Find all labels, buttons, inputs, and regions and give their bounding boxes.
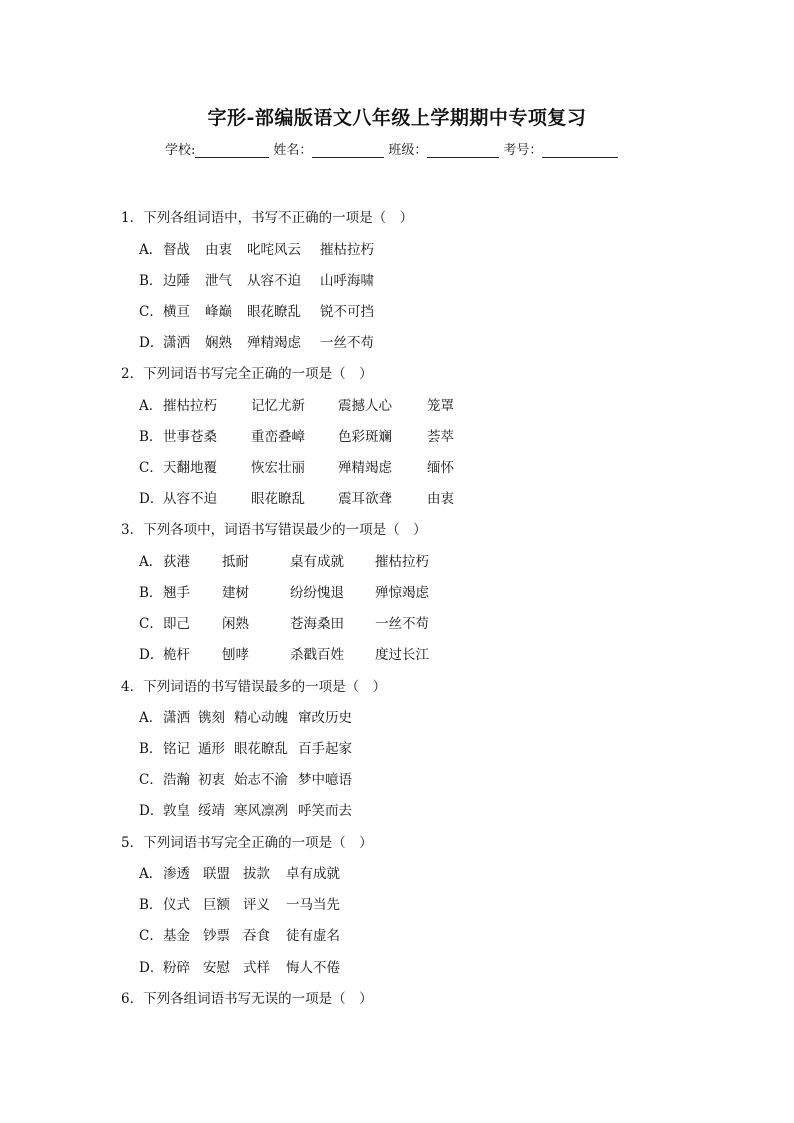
option-letter: C． bbox=[139, 928, 163, 944]
option-word: 敦皇 bbox=[163, 803, 190, 819]
option-word: 吞食 bbox=[243, 928, 270, 944]
option-word: 拔款 bbox=[243, 866, 270, 882]
option-3b bbox=[139, 581, 429, 601]
option-word: 建树 bbox=[222, 585, 249, 601]
option-5a bbox=[139, 862, 340, 882]
option-word: 即己 bbox=[163, 616, 190, 632]
option-word: 式样 bbox=[243, 960, 270, 976]
option-word: 联盟 bbox=[203, 866, 230, 882]
option-word: 摧枯拉朽 bbox=[375, 554, 429, 570]
option-word: 从容不迫 bbox=[163, 491, 217, 507]
option-word: 眼花瞭乱 bbox=[247, 304, 301, 320]
option-word: 恢宏壮丽 bbox=[251, 460, 305, 476]
question-6: 6．下列各组词语书写无误的一项是（ ） bbox=[121, 991, 373, 1007]
option-word: 铭记 bbox=[163, 741, 190, 757]
option-word: 遁形 bbox=[198, 741, 225, 757]
option-word: 殚惊竭虑 bbox=[375, 585, 429, 601]
option-2c bbox=[139, 456, 454, 476]
name-blank[interactable] bbox=[312, 141, 384, 158]
exam-no-blank[interactable] bbox=[542, 141, 618, 158]
option-word: 摧枯拉朽 bbox=[163, 398, 217, 414]
option-letter: D． bbox=[139, 647, 164, 663]
option-5b bbox=[139, 893, 340, 913]
exam-no-label: 考号： bbox=[503, 143, 543, 158]
page-title: 字形-部编版语文八年级上学期期中专项复习 bbox=[207, 107, 587, 129]
option-word: 绥靖 bbox=[198, 803, 225, 819]
option-word: 重峦叠嶂 bbox=[251, 429, 305, 445]
option-word: 杀戳百姓 bbox=[290, 647, 344, 663]
option-letter: D． bbox=[139, 960, 164, 976]
option-letter: D． bbox=[139, 335, 164, 351]
option-word: 徒有虚名 bbox=[286, 928, 340, 944]
option-word: 峰巅 bbox=[205, 304, 232, 320]
option-word: 世事苍桑 bbox=[163, 429, 217, 445]
option-letter: C． bbox=[139, 772, 163, 788]
question-2: 2．下列词语书写完全正确的一项是（ ） bbox=[121, 366, 373, 382]
option-word: 呼笑而去 bbox=[298, 803, 352, 819]
option-word: 纷纷愧退 bbox=[290, 585, 344, 601]
option-word: 从容不迫 bbox=[247, 273, 301, 289]
option-word: 安慰 bbox=[203, 960, 230, 976]
option-4d bbox=[139, 799, 352, 819]
option-word: 寒风凛冽 bbox=[234, 803, 288, 819]
option-word: 窜改历史 bbox=[298, 710, 352, 726]
option-word: 震撼人心 bbox=[338, 398, 392, 414]
option-3c bbox=[139, 612, 429, 632]
option-2d bbox=[139, 487, 454, 507]
option-5c bbox=[139, 924, 340, 944]
option-4c bbox=[139, 768, 352, 788]
option-word: 梦中噫语 bbox=[298, 772, 352, 788]
option-word: 潇洒 bbox=[163, 335, 190, 351]
option-word: 摧枯拉朽 bbox=[320, 242, 374, 258]
option-letter: A． bbox=[139, 554, 163, 570]
option-word: 基金 bbox=[163, 928, 190, 944]
option-word: 闲熟 bbox=[222, 616, 249, 632]
student-info-line bbox=[165, 138, 622, 158]
option-word: 桅杆 bbox=[163, 647, 190, 663]
option-1a bbox=[139, 238, 374, 258]
option-letter: A． bbox=[139, 398, 163, 414]
option-word: 缅怀 bbox=[427, 460, 454, 476]
option-word: 苍海桑田 bbox=[290, 616, 344, 632]
option-4a bbox=[139, 706, 352, 726]
option-word: 潇洒 bbox=[163, 710, 190, 726]
option-word: 初衷 bbox=[198, 772, 225, 788]
option-letter: B． bbox=[139, 273, 163, 289]
question-3: 3．下列各项中，词语书写错误最少的一项是（ ） bbox=[121, 522, 427, 538]
option-word: 粉碎 bbox=[163, 960, 190, 976]
option-letter: A． bbox=[139, 710, 163, 726]
option-word: 由衷 bbox=[427, 491, 454, 507]
question-1: 1．下列各组词语中，书写不正确的一项是（ ） bbox=[121, 210, 414, 226]
option-word: 刨哮 bbox=[222, 647, 249, 663]
option-word: 记忆尤新 bbox=[251, 398, 305, 414]
option-word: 渗透 bbox=[163, 866, 190, 882]
option-2b bbox=[139, 425, 454, 445]
option-1d bbox=[139, 331, 374, 351]
school-label: 学校: bbox=[165, 143, 196, 158]
class-label: 班级： bbox=[388, 143, 428, 158]
option-word: 山呼海啸 bbox=[320, 273, 374, 289]
option-word: 卓有成就 bbox=[286, 866, 340, 882]
option-word: 抵耐 bbox=[222, 554, 249, 570]
question-4: 4．下列词语的书写错误最多的一项是（ ） bbox=[121, 679, 387, 695]
option-word: 镌刻 bbox=[198, 710, 225, 726]
option-letter: B． bbox=[139, 897, 163, 913]
school-blank[interactable] bbox=[195, 141, 269, 158]
option-word: 泄气 bbox=[205, 273, 232, 289]
option-word: 殚精竭虑 bbox=[247, 335, 301, 351]
option-word: 笼罩 bbox=[427, 398, 454, 414]
option-1b bbox=[139, 269, 374, 289]
option-word: 色彩斑斓 bbox=[338, 429, 392, 445]
option-word: 钞票 bbox=[203, 928, 230, 944]
option-letter: A． bbox=[139, 242, 163, 258]
option-letter: B． bbox=[139, 429, 163, 445]
option-letter: B． bbox=[139, 741, 163, 757]
option-3d bbox=[139, 643, 429, 663]
option-word: 一丝不苟 bbox=[320, 335, 374, 351]
option-word: 悔人不倦 bbox=[286, 960, 340, 976]
option-word: 精心动魄 bbox=[234, 710, 288, 726]
option-word: 殚精竭虑 bbox=[338, 460, 392, 476]
option-word: 评义 bbox=[243, 897, 270, 913]
option-word: 浩瀚 bbox=[163, 772, 190, 788]
option-word: 翘手 bbox=[163, 585, 190, 601]
option-word: 度过长江 bbox=[375, 647, 429, 663]
option-word: 荟萃 bbox=[427, 429, 454, 445]
option-word: 百手起家 bbox=[298, 741, 352, 757]
option-word: 桌有成就 bbox=[290, 554, 344, 570]
option-word: 眼花瞭乱 bbox=[251, 491, 305, 507]
option-word: 边陲 bbox=[163, 273, 190, 289]
name-label: 姓名： bbox=[273, 143, 313, 158]
option-4b bbox=[139, 737, 352, 757]
option-word: 巨额 bbox=[203, 897, 230, 913]
option-word: 始志不渝 bbox=[234, 772, 288, 788]
option-3a bbox=[139, 550, 429, 570]
option-5d bbox=[139, 956, 340, 976]
option-word: 锐不可挡 bbox=[320, 304, 374, 320]
option-letter: C． bbox=[139, 460, 163, 476]
option-word: 一丝不苟 bbox=[375, 616, 429, 632]
option-word: 横亘 bbox=[163, 304, 190, 320]
class-blank[interactable] bbox=[427, 141, 499, 158]
option-word: 荻港 bbox=[163, 554, 190, 570]
option-letter: C． bbox=[139, 304, 163, 320]
option-1c bbox=[139, 300, 374, 320]
option-2a bbox=[139, 394, 454, 414]
option-letter: B． bbox=[139, 585, 163, 601]
option-letter: D． bbox=[139, 803, 164, 819]
option-word: 娴熟 bbox=[205, 335, 232, 351]
option-word: 震耳欲聋 bbox=[338, 491, 392, 507]
question-5: 5．下列词语书写完全正确的一项是（ ） bbox=[121, 835, 373, 851]
option-word: 天翻地覆 bbox=[163, 460, 217, 476]
option-word: 由衷 bbox=[205, 242, 232, 258]
option-word: 仪式 bbox=[163, 897, 190, 913]
option-word: 眼花瞭乱 bbox=[234, 741, 288, 757]
option-letter: A． bbox=[139, 866, 163, 882]
option-word: 叱咤风云 bbox=[247, 242, 301, 258]
option-letter: D． bbox=[139, 491, 164, 507]
option-letter: C． bbox=[139, 616, 163, 632]
option-word: 一马当先 bbox=[286, 897, 340, 913]
option-word: 督战 bbox=[163, 242, 190, 258]
